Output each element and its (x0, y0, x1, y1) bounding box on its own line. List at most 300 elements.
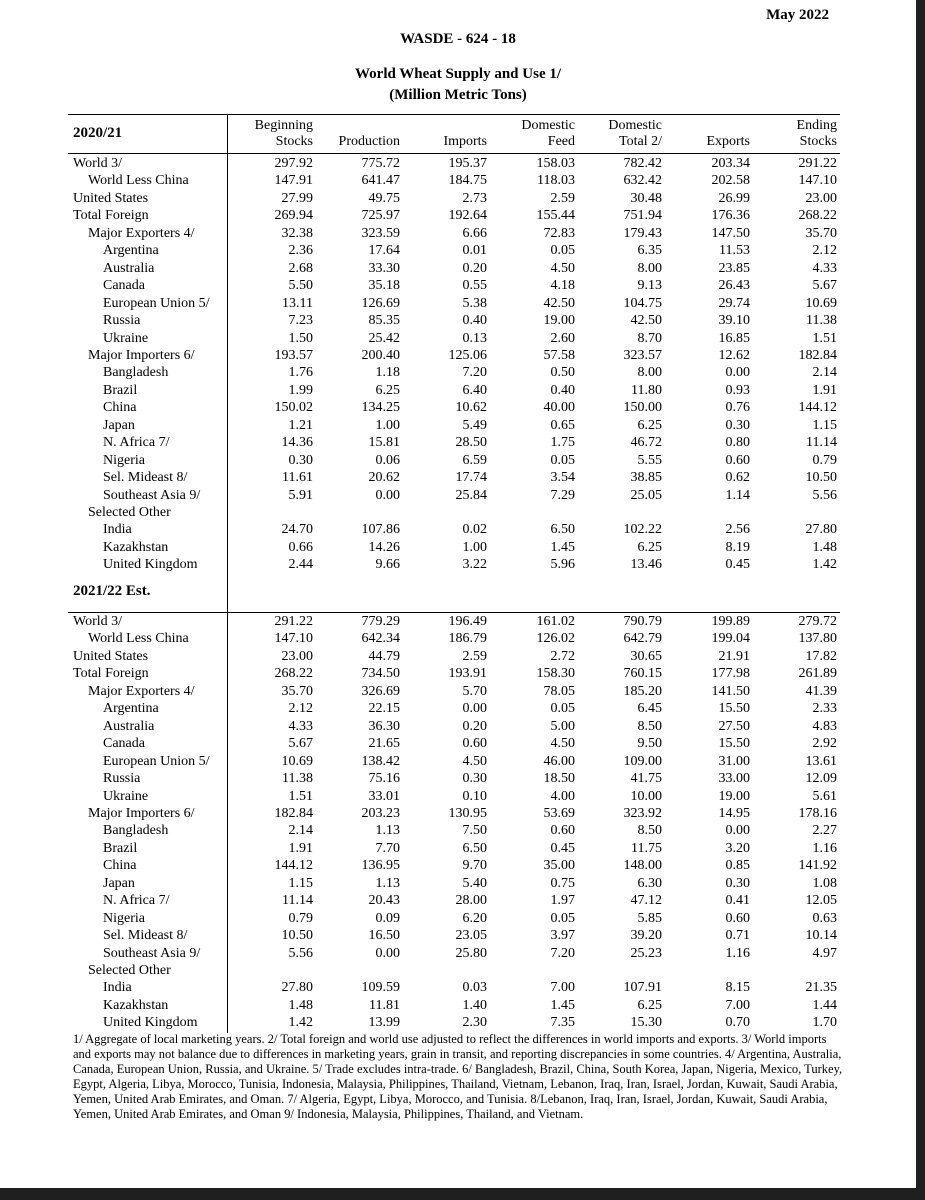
cell-value: 12.62 (718, 347, 750, 363)
row-label: China (103, 858, 137, 874)
table-row (68, 504, 840, 521)
cell-value: 10.69 (805, 295, 837, 311)
cell-value: 35.70 (281, 683, 313, 699)
row-label: Sel. Mideast 8/ (103, 470, 188, 486)
cell-value: 5.96 (550, 557, 575, 573)
cell-value: 5.61 (812, 788, 837, 804)
cell-value: 32.38 (281, 225, 313, 241)
cell-value: 775.72 (361, 156, 400, 171)
cell-value: 1.48 (288, 997, 313, 1013)
table-row (68, 260, 840, 277)
cell-value: 26.43 (718, 278, 750, 294)
row-label: Sel. Mideast 8/ (103, 928, 188, 944)
row-label: Total Foreign (73, 666, 149, 682)
cell-value: 178.16 (798, 805, 837, 821)
cell-value: 24.70 (281, 522, 313, 538)
cell-value: 25.80 (455, 945, 487, 961)
row-label: United States (73, 190, 149, 206)
cell-value: 0.30 (725, 875, 750, 891)
cell-value: 158.30 (536, 666, 575, 682)
cell-value: 3.22 (462, 557, 487, 573)
cell-value: 751.94 (623, 208, 662, 224)
cell-value: 31.00 (718, 753, 750, 769)
cell-value: 15.50 (718, 701, 750, 717)
table-row (68, 979, 840, 996)
cell-value: 1.91 (288, 840, 313, 856)
top-rule (68, 114, 840, 115)
cell-value: 760.15 (623, 666, 662, 682)
table-row (68, 892, 840, 909)
cell-value: 0.01 (462, 243, 487, 259)
cell-value: 0.30 (288, 452, 313, 468)
cell-value: 17.74 (455, 470, 487, 486)
cell-value: 33.30 (368, 260, 400, 276)
cell-value: 7.00 (550, 980, 575, 996)
table-row (68, 487, 840, 504)
cell-value: 0.45 (725, 557, 750, 573)
row-label: Kazakhstan (103, 997, 169, 1013)
row-label: Australia (103, 718, 155, 734)
cell-value: 179.43 (623, 225, 662, 241)
cell-value: 0.65 (550, 417, 575, 433)
column-header-line2: Stocks (799, 134, 837, 149)
cell-value: 9.66 (375, 557, 400, 573)
report-date: May 2022 (766, 7, 829, 23)
cell-value: 193.57 (274, 347, 313, 363)
cell-value: 0.20 (462, 260, 487, 276)
cell-value: 1.99 (288, 382, 313, 398)
table-row (68, 665, 840, 682)
row-label: Bangladesh (103, 365, 169, 381)
cell-value: 7.20 (462, 365, 487, 381)
column-header (223, 118, 313, 150)
cell-value: 7.23 (288, 313, 313, 329)
row-label: United Kingdom (103, 557, 198, 573)
table-row (68, 190, 840, 207)
cell-value: 10.69 (281, 753, 313, 769)
cell-value: 15.30 (630, 1015, 662, 1031)
cell-value: 23.00 (805, 190, 837, 206)
column-header-line1 (397, 118, 487, 134)
cell-value: 1.00 (375, 417, 400, 433)
row-label: Russia (103, 771, 141, 787)
cell-value: 186.79 (448, 631, 487, 647)
cell-value: 46.00 (543, 753, 575, 769)
cell-value: 19.00 (718, 788, 750, 804)
cell-value: 1.15 (288, 875, 313, 891)
cell-value: 134.25 (361, 400, 400, 416)
row-label: China (103, 400, 137, 416)
cell-value: 1.16 (812, 840, 837, 856)
column-header (747, 118, 837, 150)
row-label: Major Importers 6/ (88, 347, 195, 363)
cell-value: 12.05 (805, 893, 837, 909)
table-row (68, 613, 840, 630)
cell-value: 23.05 (455, 928, 487, 944)
table-row (68, 382, 840, 399)
cell-value: 6.59 (462, 452, 487, 468)
column-header-line1: Beginning (254, 118, 313, 133)
cell-value: 104.75 (623, 295, 662, 311)
cell-value: 6.20 (462, 910, 487, 926)
cell-value: 107.91 (623, 980, 662, 996)
cell-value: 261.89 (798, 666, 837, 682)
cell-value: 0.05 (550, 243, 575, 259)
cell-value: 1.15 (812, 417, 837, 433)
cell-value: 268.22 (274, 666, 313, 682)
row-label: European Union 5/ (103, 295, 210, 311)
cell-value: 0.05 (550, 910, 575, 926)
cell-value: 5.56 (288, 945, 313, 961)
cell-value: 8.50 (637, 718, 662, 734)
cell-value: 2.12 (812, 243, 837, 259)
cell-value: 14.95 (718, 805, 750, 821)
cell-value: 291.22 (798, 156, 837, 171)
table-row (68, 417, 840, 434)
cell-value: 14.36 (281, 435, 313, 451)
row-label: Brazil (103, 382, 138, 398)
row-label: United States (73, 648, 149, 664)
cell-value: 4.33 (812, 260, 837, 276)
cell-value: 0.79 (812, 452, 837, 468)
cell-value: 1.14 (725, 487, 750, 503)
column-header (572, 118, 662, 150)
table-row (68, 242, 840, 259)
cell-value: 125.06 (448, 347, 487, 363)
row-label: Brazil (103, 840, 138, 856)
cell-value: 150.02 (274, 400, 313, 416)
row-label: Bangladesh (103, 823, 169, 839)
row-label: World 3/ (73, 156, 123, 171)
cell-value: 8.00 (637, 365, 662, 381)
cell-value: 725.97 (361, 208, 400, 224)
cell-value: 35.00 (543, 858, 575, 874)
cell-value: 326.69 (361, 683, 400, 699)
cell-value: 6.40 (462, 382, 487, 398)
cell-value: 0.66 (288, 539, 313, 555)
cell-value: 0.50 (550, 365, 575, 381)
cell-value: 0.00 (725, 365, 750, 381)
cell-value: 1.18 (375, 365, 400, 381)
row-label: Kazakhstan (103, 539, 169, 555)
cell-value: 10.14 (805, 928, 837, 944)
column-header-line2: Stocks (275, 134, 313, 149)
cell-value: 6.25 (637, 539, 662, 555)
cell-value: 323.57 (623, 347, 662, 363)
cell-value: 0.41 (725, 893, 750, 909)
cell-value: 2.92 (812, 736, 837, 752)
column-header-line1 (310, 118, 400, 134)
cell-value: 2.72 (550, 648, 575, 664)
table-row (68, 735, 840, 752)
cell-value: 6.35 (637, 243, 662, 259)
cell-value: 0.20 (462, 718, 487, 734)
cell-value: 13.11 (282, 295, 313, 311)
cell-value: 2.73 (462, 190, 487, 206)
row-label: N. Africa 7/ (103, 435, 170, 451)
row-label: Russia (103, 313, 141, 329)
row-label: Canada (103, 736, 145, 752)
table-title: World Wheat Supply and Use 1/ (354, 66, 562, 82)
cell-value: 35.18 (368, 278, 400, 294)
cell-value: 20.43 (368, 893, 400, 909)
cell-value: 0.55 (462, 278, 487, 294)
table-row (68, 225, 840, 242)
cell-value: 27.50 (718, 718, 750, 734)
cell-value: 4.33 (288, 718, 313, 734)
cell-value: 0.02 (462, 522, 487, 538)
table-row (68, 434, 840, 451)
cell-value: 203.23 (361, 805, 400, 821)
cell-value: 13.99 (368, 1015, 400, 1031)
row-label: Argentina (103, 701, 159, 717)
row-label: Major Exporters 4/ (88, 683, 195, 699)
row-label: Japan (103, 417, 135, 433)
cell-value: 16.85 (718, 330, 750, 346)
cell-value: 8.50 (637, 823, 662, 839)
cell-value: 2.33 (812, 701, 837, 717)
cell-value: 269.94 (274, 208, 313, 224)
header-rule (68, 153, 840, 154)
cell-value: 195.37 (448, 156, 487, 171)
cell-value: 42.50 (543, 295, 575, 311)
table-row (68, 207, 840, 224)
cell-value: 193.91 (448, 666, 487, 682)
cell-value: 0.10 (462, 788, 487, 804)
table-row (68, 822, 840, 839)
cell-value: 1.76 (288, 365, 313, 381)
cell-value: 182.84 (274, 805, 313, 821)
cell-value: 5.70 (462, 683, 487, 699)
cell-value: 268.22 (798, 208, 837, 224)
cell-value: 5.91 (288, 487, 313, 503)
row-label: India (103, 980, 132, 996)
table-subtitle: (Million Metric Tons) (389, 87, 527, 103)
cell-value: 0.63 (812, 910, 837, 926)
cell-value: 182.84 (798, 347, 837, 363)
cell-value: 1.21 (288, 417, 313, 433)
cell-value: 1.97 (550, 893, 575, 909)
cell-value: 16.50 (368, 928, 400, 944)
table-row (68, 521, 840, 538)
cell-value: 7.20 (550, 945, 575, 961)
cell-value: 23.00 (281, 648, 313, 664)
column-header (397, 118, 487, 150)
cell-value: 23.85 (718, 260, 750, 276)
cell-value: 5.40 (462, 875, 487, 891)
cell-value: 0.60 (550, 823, 575, 839)
table-row (68, 539, 840, 556)
cell-value: 0.00 (462, 701, 487, 717)
cell-value: 0.71 (725, 928, 750, 944)
cell-value: 29.74 (718, 295, 750, 311)
cell-value: 185.20 (623, 683, 662, 699)
cell-value: 199.04 (711, 631, 750, 647)
table-row (68, 347, 840, 364)
cell-value: 7.70 (375, 840, 400, 856)
cell-value: 10.62 (455, 400, 487, 416)
cell-value: 27.80 (281, 980, 313, 996)
cell-value: 1.48 (812, 539, 837, 555)
row-label: Ukraine (103, 330, 149, 346)
cell-value: 790.79 (623, 614, 662, 629)
table-row (68, 1014, 840, 1031)
table-row (68, 172, 840, 189)
cell-value: 2.14 (288, 823, 313, 839)
cell-value: 0.60 (725, 910, 750, 926)
cell-value: 5.49 (462, 417, 487, 433)
column-header-line2: Exports (706, 134, 750, 149)
cell-value: 297.92 (274, 156, 313, 171)
cell-value: 0.75 (550, 875, 575, 891)
cell-value: 72.83 (543, 225, 575, 241)
cell-value: 184.75 (448, 173, 487, 189)
cell-value: 1.45 (550, 539, 575, 555)
cell-value: 0.09 (375, 910, 400, 926)
cell-value: 30.65 (630, 648, 662, 664)
row-label: Canada (103, 278, 145, 294)
cell-value: 158.03 (536, 156, 575, 171)
column-header-line2: Total 2/ (619, 134, 662, 149)
cell-value: 2.27 (812, 823, 837, 839)
cell-value: 5.50 (288, 278, 313, 294)
cell-value: 109.00 (623, 753, 662, 769)
table-row (68, 648, 840, 665)
cell-value: 1.00 (462, 539, 487, 555)
cell-value: 6.45 (637, 701, 662, 717)
cell-value: 6.50 (462, 840, 487, 856)
cell-value: 44.79 (368, 648, 400, 664)
table-row (68, 927, 840, 944)
column-header (660, 118, 750, 150)
cell-value: 33.00 (718, 771, 750, 787)
row-label: Ukraine (103, 788, 149, 804)
cell-value: 5.67 (812, 278, 837, 294)
table-row (68, 312, 840, 329)
row-label: Japan (103, 875, 135, 891)
cell-value: 25.05 (630, 487, 662, 503)
cell-value: 27.99 (281, 190, 313, 206)
cell-value: 2.30 (462, 1015, 487, 1031)
cell-value: 161.02 (536, 614, 575, 629)
cell-value: 21.35 (805, 980, 837, 996)
row-label: Argentina (103, 243, 159, 259)
report-id: WASDE - 624 - 18 (400, 31, 516, 47)
cell-value: 11.38 (282, 771, 313, 787)
cell-value: 17.82 (805, 648, 837, 664)
cell-value: 200.40 (361, 347, 400, 363)
cell-value: 0.05 (550, 452, 575, 468)
cell-value: 0.03 (462, 980, 487, 996)
cell-value: 49.75 (368, 190, 400, 206)
table-row (68, 840, 840, 857)
table-row (68, 910, 840, 927)
cell-value: 144.12 (798, 400, 837, 416)
cell-value: 11.81 (369, 997, 400, 1013)
cell-value: 176.36 (711, 208, 750, 224)
cell-value: 4.18 (550, 278, 575, 294)
cell-value: 126.69 (361, 295, 400, 311)
cell-value: 2.59 (462, 648, 487, 664)
cell-value: 4.83 (812, 718, 837, 734)
cell-value: 10.50 (281, 928, 313, 944)
table-row (68, 683, 840, 700)
cell-value: 779.29 (361, 614, 400, 629)
cell-value: 1.13 (375, 875, 400, 891)
cell-value: 5.38 (462, 295, 487, 311)
cell-value: 14.26 (368, 539, 400, 555)
cell-value: 6.50 (550, 522, 575, 538)
section-year: 2020/21 (73, 125, 123, 141)
table-row (68, 330, 840, 347)
cell-value: 138.42 (361, 753, 400, 769)
cell-value: 632.42 (623, 173, 662, 189)
cell-value: 11.75 (631, 840, 662, 856)
cell-value: 7.00 (725, 997, 750, 1013)
cell-value: 38.85 (630, 470, 662, 486)
table-row (68, 875, 840, 892)
cell-value: 11.61 (282, 470, 313, 486)
cell-value: 21.65 (368, 736, 400, 752)
table-row (68, 770, 840, 787)
row-label: World Less China (88, 173, 189, 189)
table-row (68, 700, 840, 717)
cell-value: 0.79 (288, 910, 313, 926)
cell-value: 137.80 (798, 631, 837, 647)
cell-value: 19.00 (543, 313, 575, 329)
cell-value: 7.35 (550, 1015, 575, 1031)
table-row (68, 857, 840, 874)
cell-value: 2.59 (550, 190, 575, 206)
cell-value: 291.22 (274, 614, 313, 629)
footnotes: 1/ Aggregate of local marketing years. 2/ Total foreign and world use adjusted to reflect the differences in world imports and exports. 3/ World imports and exports may not balance due to differences in marketing years, grain in transit, and reporting discrepancies in some countries. 4/ Argentina, Australia, Canada, European Union, Russia, and Ukraine. 5/ Trade excludes intra-trade. 6/ Bangladesh, Brazil, China, South Korea, Japan, Nigeria, Mexico, Turkey, Egypt, Algeria, Libya, Morocco, Tunisia, Indonesia, Malaysia, Philippines, Thailand, Vietnam, Lebanon, Iraq, Iran, Israel, Jordan, Kuwait, Saudi Arabia, Yemen, United Arab Emirates, and Oman. 7/ Algeria, Egypt, Libya, Morocco, and Tunisia. 8/Lebanon, Iraq, Iran, Israel, Jordan, Kuwait, Saudi Arabia, Yemen, United Arab Emirates, and Oman 9/ Indonesia, Malaysia, Philippines, Thailand, and Vietnam. (73, 1032, 843, 1121)
cell-value: 107.86 (361, 522, 400, 538)
cell-value: 0.85 (725, 858, 750, 874)
cell-value: 78.05 (543, 683, 575, 699)
cell-value: 15.81 (368, 435, 400, 451)
cell-value: 203.34 (711, 156, 750, 171)
cell-value: 202.58 (711, 173, 750, 189)
cell-value: 642.34 (361, 631, 400, 647)
cell-value: 734.50 (361, 666, 400, 682)
cell-value: 2.56 (725, 522, 750, 538)
cell-value: 6.25 (375, 382, 400, 398)
cell-value: 4.50 (550, 736, 575, 752)
cell-value: 196.49 (448, 614, 487, 629)
column-header (310, 118, 400, 150)
cell-value: 642.79 (623, 631, 662, 647)
cell-value: 75.16 (368, 771, 400, 787)
cell-value: 141.92 (798, 858, 837, 874)
cell-value: 0.30 (462, 771, 487, 787)
cell-value: 8.00 (637, 260, 662, 276)
cell-value: 4.50 (462, 753, 487, 769)
table-row (68, 718, 840, 735)
row-label: N. Africa 7/ (103, 893, 170, 909)
cell-value: 0.76 (725, 400, 750, 416)
cell-value: 25.84 (455, 487, 487, 503)
row-label: India (103, 522, 132, 538)
cell-value: 147.10 (798, 173, 837, 189)
cell-value: 10.00 (630, 788, 662, 804)
cell-value: 0.93 (725, 382, 750, 398)
cell-value: 118.03 (537, 173, 575, 189)
cell-value: 1.50 (288, 330, 313, 346)
cell-value: 3.54 (550, 470, 575, 486)
cell-value: 35.70 (805, 225, 837, 241)
cell-value: 2.60 (550, 330, 575, 346)
cell-value: 0.40 (462, 313, 487, 329)
